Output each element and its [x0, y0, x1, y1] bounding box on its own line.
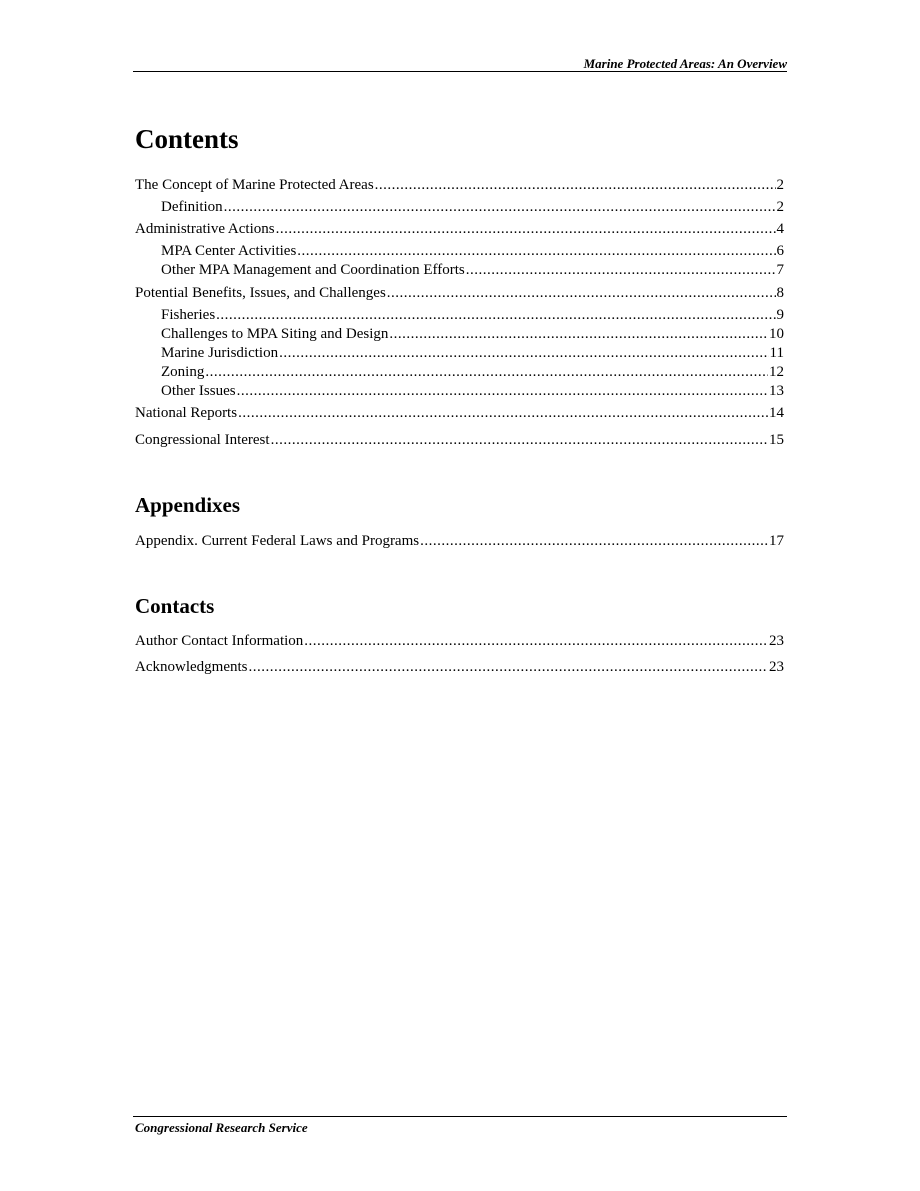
- appendixes-heading: Appendixes: [135, 493, 241, 517]
- toc-entry-page: 8: [776, 285, 784, 301]
- toc-entry[interactable]: [135, 382, 784, 401]
- toc-leader-dots: [279, 344, 768, 363]
- toc-entry-title: Congressional Interest: [135, 432, 270, 448]
- toc-leader-dots: [205, 363, 768, 382]
- toc-entry[interactable]: [135, 632, 784, 651]
- toc-entry-title: Challenges to MPA Siting and Design: [161, 326, 389, 342]
- footer-rule: [133, 1116, 787, 1117]
- toc-leader-dots: [420, 532, 768, 551]
- toc-entry[interactable]: [135, 431, 784, 450]
- toc-entry-title: Author Contact Information: [135, 633, 304, 649]
- toc-entry-page: 11: [769, 345, 784, 361]
- toc-entry-page: 9: [776, 307, 784, 323]
- toc-leader-dots: [387, 284, 776, 303]
- toc-leader-dots: [216, 306, 775, 325]
- appendixes-toc: [135, 532, 784, 551]
- toc-entry-title: Marine Jurisdiction: [161, 345, 279, 361]
- toc-entry-page: 10: [769, 326, 784, 342]
- toc-entry-page: 23: [769, 633, 784, 649]
- toc-entry-title: Other Issues: [161, 383, 236, 399]
- toc-entry[interactable]: [135, 658, 784, 677]
- contents-heading: Contents: [135, 124, 239, 154]
- toc-entry-title: Other MPA Management and Coordination Efforts: [161, 262, 465, 278]
- contacts-toc: [135, 632, 784, 677]
- toc-entry-title: Administrative Actions: [135, 221, 275, 237]
- toc-entry-title: MPA Center Activities: [161, 243, 297, 259]
- toc-entry[interactable]: [135, 176, 784, 195]
- running-header: Marine Protected Areas: An Overview: [583, 56, 787, 71]
- toc-entry-page: 14: [769, 405, 784, 421]
- toc-entry[interactable]: [135, 363, 784, 382]
- contents-toc: [135, 176, 784, 450]
- toc-entry-page: 4: [776, 221, 784, 237]
- toc-entry-page: 7: [776, 262, 784, 278]
- toc-leader-dots: [304, 632, 768, 651]
- toc-entry-title: Potential Benefits, Issues, and Challenges: [135, 285, 386, 301]
- toc-entry-title: Acknowledgments: [135, 659, 248, 675]
- toc-entry[interactable]: [135, 306, 784, 325]
- toc-entry[interactable]: [135, 198, 784, 217]
- toc-leader-dots: [276, 220, 776, 239]
- toc-leader-dots: [389, 325, 768, 344]
- toc-entry-title: National Reports: [135, 405, 238, 421]
- toc-entry-page: 17: [769, 533, 784, 549]
- toc-entry[interactable]: [135, 261, 784, 280]
- toc-leader-dots: [224, 198, 776, 217]
- toc-entry-page: 15: [769, 432, 784, 448]
- header-rule: [133, 71, 787, 72]
- toc-entry-title: The Concept of Marine Protected Areas: [135, 177, 374, 193]
- toc-leader-dots: [237, 382, 768, 401]
- contacts-heading: Contacts: [135, 594, 215, 618]
- toc-entry-title: Zoning: [161, 364, 205, 380]
- toc-entry[interactable]: [135, 284, 784, 303]
- toc-entry-page: 12: [769, 364, 784, 380]
- toc-entry-page: 13: [769, 383, 784, 399]
- toc-entry-title: Fisheries: [161, 307, 216, 323]
- toc-entry[interactable]: [135, 404, 784, 423]
- toc-leader-dots: [466, 261, 776, 280]
- toc-entry-page: 6: [776, 243, 784, 259]
- toc-entry[interactable]: [135, 344, 784, 363]
- toc-entry-title: Appendix. Current Federal Laws and Programs: [135, 533, 420, 549]
- toc-entry-page: 2: [776, 177, 784, 193]
- toc-entry[interactable]: [135, 325, 784, 344]
- toc-leader-dots: [297, 242, 775, 261]
- toc-leader-dots: [271, 431, 768, 450]
- toc-entry-title: Definition: [161, 199, 223, 215]
- toc-entry[interactable]: [135, 220, 784, 239]
- running-footer: Congressional Research Service: [135, 1120, 308, 1135]
- toc-leader-dots: [238, 404, 768, 423]
- toc-entry-page: 2: [776, 199, 784, 215]
- toc-leader-dots: [375, 176, 776, 195]
- toc-entry[interactable]: [135, 532, 784, 551]
- toc-entry-page: 23: [769, 659, 784, 675]
- toc-leader-dots: [248, 658, 768, 677]
- toc-entry[interactable]: [135, 242, 784, 261]
